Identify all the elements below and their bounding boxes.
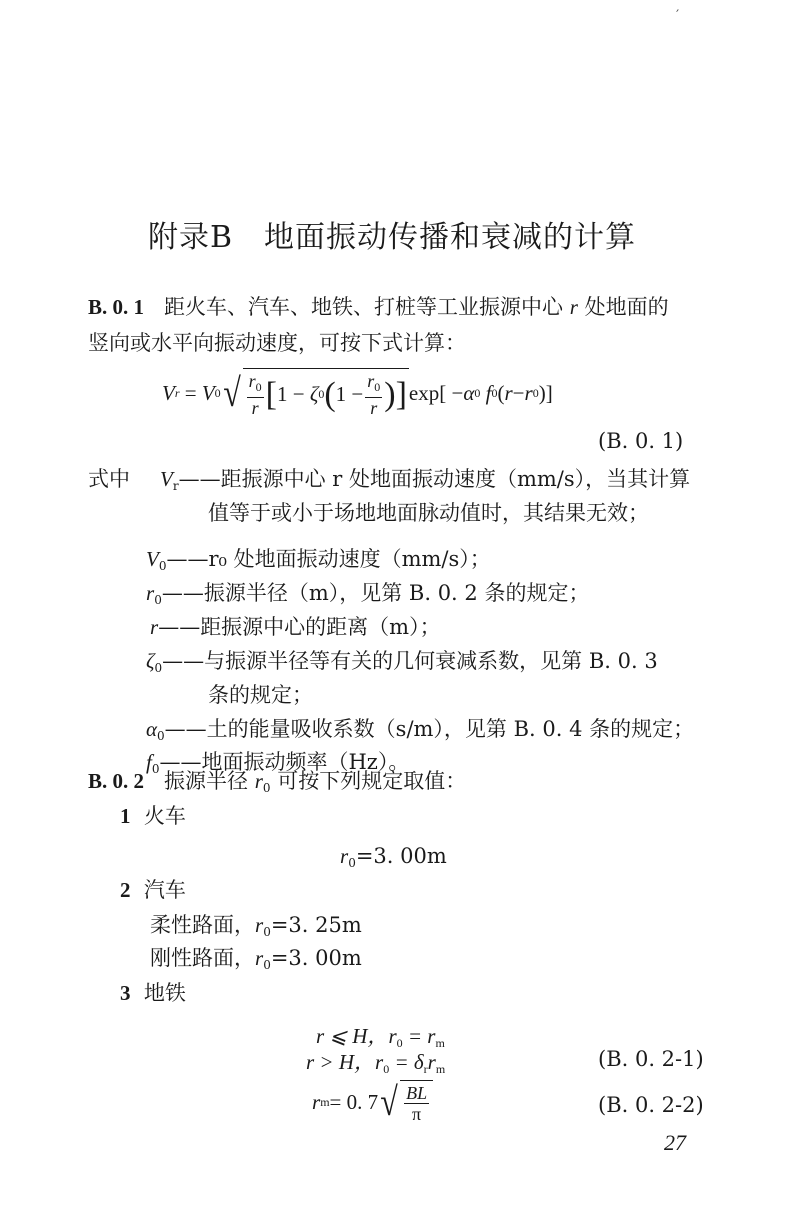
variable: r bbox=[569, 295, 578, 319]
symbol-definition-cont: 值等于或小于场地地面脉动值时，其结果无效； bbox=[208, 501, 649, 525]
symbol-definition-cont: 条的规定； bbox=[208, 683, 313, 707]
symbol-definition: $V_0——r_0$ 处地面振动速度（mm/s）； bbox=[146, 547, 491, 573]
symbol-definition: $V_r——$距振源中心 r 处地面振动速度（mm/s），当其计算 bbox=[160, 467, 691, 493]
clause-text: 处地面的 bbox=[584, 295, 669, 319]
symbol-definition: $\zeta_0——$与振源半径等有关的几何衰减系数，见第 B. 0. 3 bbox=[146, 649, 658, 675]
metro-eq-3: r m = 0. 7 √ $\frac{BL}{\pi}$ bbox=[312, 1080, 433, 1124]
r0-train: $r_0=3$. 00m bbox=[340, 844, 447, 870]
stray-mark: ′ bbox=[676, 8, 680, 24]
clause-text: 距火车、汽车、地铁、打桩等工业振源中心 bbox=[164, 295, 564, 319]
equation-label: (B. 0. 2-2) bbox=[598, 1093, 704, 1117]
clause-b02-line1: B. 0. 2 振源半径 $r_0$ 可按下列规定取值： bbox=[88, 769, 467, 795]
clause-b01-line2: 竖向或水平向振动速度，可按下式计算： bbox=[88, 331, 466, 355]
page-title: 附录B 地面振动传播和衰减的计算 bbox=[148, 220, 637, 255]
equation-label: (B. 0. 2-1) bbox=[598, 1047, 704, 1071]
symbol-definition: $r_0——$振源半径（m），见第 B. 0. 2 条的规定； bbox=[146, 581, 590, 607]
page-number: 27 bbox=[664, 1130, 686, 1155]
r0-rigid-road: 刚性路面，$r_0=3$. 00m bbox=[150, 946, 362, 972]
clause-b01-line1 bbox=[88, 294, 669, 320]
r0-flexible-road: 柔性路面，$r_0=3$. 25m bbox=[150, 913, 362, 939]
metro-eq-2: r > H，$r_0 = \delta_rr_m$ bbox=[306, 1050, 446, 1076]
formula-b01: V r = V 0 √ $\frac{r_0}{r}$ [ 1 − ζ 0 ( 1 − $\frac{r_0}{r}$ ) ] exp [ − α 0 f 0 ( r − r 0 ) ] bbox=[162, 370, 553, 418]
item-2: 2 汽车 bbox=[120, 878, 186, 902]
where-label: 式中 bbox=[88, 467, 130, 491]
clause-number: B. 0. 1 bbox=[88, 295, 145, 319]
symbol-definition: $\alpha_0——$土的能量吸收系数（s/m），见第 B. 0. 4 条的规定； bbox=[146, 717, 695, 743]
equation-label: (B. 0. 1) bbox=[598, 429, 684, 453]
symbol-definition: r——距振源中心的距离（m）； bbox=[150, 615, 441, 639]
item-3: 3 地铁 bbox=[120, 981, 186, 1005]
metro-eq-1: r ⩽ H，$r_0 = r_m$ bbox=[316, 1024, 445, 1050]
symbol-definition: $f_0——$地面振动频率（Hz）。 bbox=[146, 750, 410, 776]
clause-number: B. 0. 2 bbox=[88, 769, 145, 793]
item-1: 1 火车 bbox=[120, 804, 186, 828]
